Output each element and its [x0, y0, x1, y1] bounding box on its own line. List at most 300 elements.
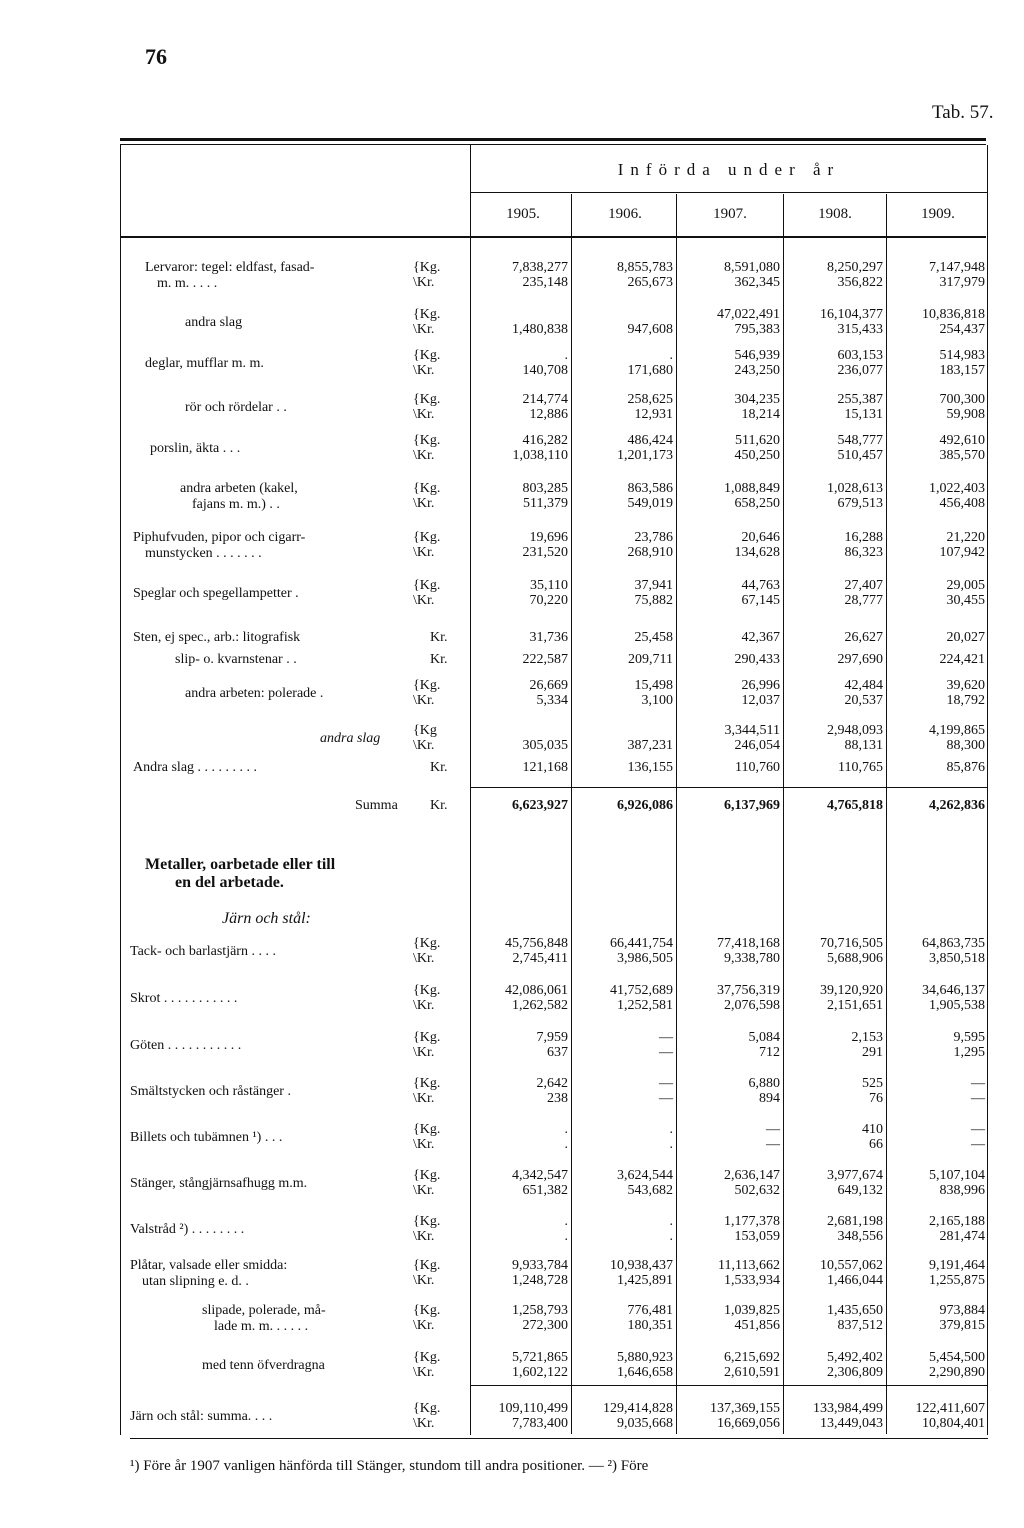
cell-kg: — — [766, 1122, 780, 1137]
summa-rule — [470, 787, 988, 788]
cell-kg: 525 — [862, 1076, 883, 1091]
cell-kg: 2,636,147 — [724, 1168, 780, 1183]
unit-kr: \Kr. — [413, 1365, 435, 1380]
cell-kg: 47,022,491 — [717, 307, 780, 322]
unit-kr: \Kr. — [413, 998, 435, 1013]
cell-kg: 15,498 — [634, 678, 673, 693]
cell-kr: 246,054 — [734, 738, 780, 753]
cell-kr: 4,765,818 — [827, 798, 883, 813]
cell-kr: 28,777 — [844, 593, 883, 608]
cell-kr: 637 — [547, 1045, 568, 1060]
cell-kr: 18,214 — [741, 407, 780, 422]
cell-kr: 67,145 — [741, 593, 780, 608]
unit-kr: \Kr. — [413, 363, 435, 378]
unit-kg: {Kg. — [413, 348, 441, 363]
cell-kr: 12,886 — [529, 407, 568, 422]
cell-kg: 9,595 — [953, 1030, 985, 1045]
cell-kg: 6,880 — [748, 1076, 780, 1091]
cell-kg: 19,696 — [529, 530, 568, 545]
section2-title-line2: en del arbetade. — [175, 874, 284, 891]
cell-kg: 21,220 — [946, 530, 985, 545]
cell-kr: 451,856 — [734, 1318, 780, 1333]
row-label-line2: munstycken . . . . . . . — [145, 546, 262, 561]
cell-kr: 2,745,411 — [512, 951, 568, 966]
unit-kr: \Kr. — [413, 275, 435, 290]
cell-kg: — — [971, 1076, 985, 1091]
table-reference: Tab. 57. — [932, 102, 994, 123]
cell-kr: 837,512 — [837, 1318, 883, 1333]
cell-kg: 70,716,505 — [820, 936, 883, 951]
unit-kr: \Kr. — [413, 1318, 435, 1333]
cell-kr: 2,306,809 — [827, 1365, 883, 1380]
cell-kr: 1,533,934 — [724, 1273, 780, 1288]
cell-kg: 39,620 — [946, 678, 985, 693]
cell-kr: — — [659, 1045, 673, 1060]
cell-kr: 70,220 — [529, 593, 568, 608]
unit-kg: {Kg. — [413, 983, 441, 998]
row-label: andra slag — [185, 315, 243, 330]
cell-kr: 356,822 — [837, 275, 883, 290]
unit-kr: \Kr. — [413, 1229, 435, 1244]
cell-kr: 183,157 — [939, 363, 985, 378]
cell-kr: 549,019 — [627, 496, 673, 511]
table-right-border — [987, 145, 988, 1435]
unit-kr: \Kr. — [413, 545, 435, 560]
unit-kg: {Kg. — [413, 307, 441, 322]
unit-kg: {Kg. — [413, 1122, 441, 1137]
unit-kg: {Kg. — [413, 936, 441, 951]
column-divider-1 — [571, 194, 572, 1434]
row-label: deglar, mufflar m. m. — [145, 356, 264, 371]
cell-kr: 88,131 — [844, 738, 883, 753]
cell-kg: 304,235 — [734, 392, 780, 407]
cell-kr: 59,908 — [946, 407, 985, 422]
unit-kg: {Kg. — [413, 1303, 441, 1318]
cell-kr: 2,290,890 — [929, 1365, 985, 1380]
cell-kr: 651,382 — [522, 1183, 568, 1198]
cell-kr: 649,132 — [837, 1183, 883, 1198]
cell-kr: 795,383 — [734, 322, 780, 337]
cell-kg: 6,215,692 — [724, 1350, 780, 1365]
cell-kg: 2,948,093 — [827, 723, 883, 738]
year-1907: 1907. — [713, 206, 747, 222]
cell-kg: — — [659, 1030, 673, 1045]
cell-kr: 121,168 — [522, 760, 568, 775]
unit-kg: {Kg. — [413, 1350, 441, 1365]
row-label-line2: fajans m. m.) . . — [192, 497, 280, 512]
cell-kg: 9,933,784 — [512, 1258, 568, 1273]
cell-kr: 456,408 — [939, 496, 985, 511]
row-label: Stänger, stångjärnsafhugg m.m. — [130, 1176, 308, 1191]
cell-kr: 265,673 — [627, 275, 673, 290]
cell-kg: 77,418,168 — [717, 936, 780, 951]
cell-kr: 134,628 — [734, 545, 780, 560]
cell-kr: 387,231 — [627, 738, 673, 753]
cell-kg: 1,258,793 — [512, 1303, 568, 1318]
header-rule — [470, 192, 988, 193]
cell-kr: 2,076,598 — [724, 998, 780, 1013]
cell-kg: 3,344,511 — [724, 723, 780, 738]
cell-kg: 511,620 — [735, 433, 780, 448]
cell-kg: 10,836,818 — [922, 307, 985, 322]
unit-kr: \Kr. — [413, 1045, 435, 1060]
cell-kr: 502,632 — [734, 1183, 780, 1198]
unit-kg: {Kg. — [413, 481, 441, 496]
table-left-border — [120, 145, 121, 1435]
cell-kg: 45,756,848 — [505, 936, 568, 951]
cell-kr: 894 — [759, 1091, 780, 1106]
cell-kr: 110,765 — [838, 760, 883, 775]
unit-kg: {Kg. — [413, 1258, 441, 1273]
cell-kg: 1,177,378 — [724, 1214, 780, 1229]
unit-kg: {Kg. — [413, 260, 441, 275]
cell-kg: 5,107,104 — [929, 1168, 985, 1183]
cell-kg: 26,996 — [741, 678, 780, 693]
cell-kr: 4,262,836 — [929, 798, 985, 813]
row-label: Järn och stål: summa. . . . — [130, 1409, 273, 1424]
cell-kr: 20,027 — [946, 630, 985, 645]
footnote: ¹) Före år 1907 vanligen hänförda till Stänger, stundom till andra positioner. — ²) Före — [130, 1458, 649, 1474]
cell-kr: 153,059 — [734, 1229, 780, 1244]
cell-kr: 209,711 — [628, 652, 673, 667]
cell-kr: 15,131 — [844, 407, 883, 422]
year-1909: 1909. — [921, 206, 955, 222]
unit-kr: \Kr. — [413, 1137, 435, 1152]
row-label: andra arbeten (kakel, — [180, 481, 298, 496]
cell-kr: 75,882 — [634, 593, 673, 608]
cell-kr: 254,437 — [939, 322, 985, 337]
cell-kg: 7,959 — [536, 1030, 568, 1045]
cell-kg: 8,250,297 — [827, 260, 883, 275]
unit-kg: {Kg. — [413, 578, 441, 593]
cell-kg: 64,863,735 — [922, 936, 985, 951]
cell-kr: 6,926,086 — [617, 798, 673, 813]
cell-kg: 5,492,402 — [827, 1350, 883, 1365]
cell-kg: 5,454,500 — [929, 1350, 985, 1365]
cell-kg: 16,104,377 — [820, 307, 883, 322]
unit-kg: {Kg. — [413, 678, 441, 693]
cell-kr: 317,979 — [939, 275, 985, 290]
cell-kr: 315,433 — [837, 322, 883, 337]
header-bottom-rule — [120, 236, 986, 238]
cell-kg: 700,300 — [939, 392, 985, 407]
cell-kg: 2,153 — [851, 1030, 883, 1045]
section2-title-line1: Metaller, oarbetade eller till — [145, 856, 336, 873]
cell-kg: 29,005 — [946, 578, 985, 593]
cell-kg: 35,110 — [530, 578, 568, 593]
cell-kg: 27,407 — [844, 578, 883, 593]
unit-kg: {Kg. — [413, 1030, 441, 1045]
cell-kr: 12,931 — [634, 407, 673, 422]
row-label: Skrot . . . . . . . . . . . — [130, 991, 238, 1006]
cell-kg: 492,610 — [939, 433, 985, 448]
cell-kg: 34,646,137 — [922, 983, 985, 998]
cell-kg: 2,681,198 — [827, 1214, 883, 1229]
cell-kr: 136,155 — [627, 760, 673, 775]
cell-kg: 10,938,437 — [610, 1258, 673, 1273]
cell-kg: — — [971, 1122, 985, 1137]
cell-kr: 6,137,969 — [724, 798, 780, 813]
cell-kr: 9,338,780 — [724, 951, 780, 966]
cell-kr: 3,986,505 — [617, 951, 673, 966]
cell-kr: 1,038,110 — [512, 448, 568, 463]
cell-kr: — — [971, 1137, 985, 1152]
cell-kg: . — [669, 348, 673, 363]
column-divider-4 — [886, 194, 887, 1434]
row-unit: Kr. — [430, 630, 448, 645]
cell-kr: 7,783,400 — [512, 1416, 568, 1431]
cell-kg: 133,984,499 — [813, 1401, 883, 1416]
cell-kg: 1,022,403 — [929, 481, 985, 496]
cell-kr: 25,458 — [634, 630, 673, 645]
row-label-line2: m. m. . . . . — [157, 276, 218, 291]
cell-kr: 16,669,056 — [717, 1416, 780, 1431]
row-unit: Kr. — [430, 798, 448, 813]
cell-kr: 243,250 — [734, 363, 780, 378]
cell-kg: 214,774 — [522, 392, 568, 407]
cell-kg: 410 — [862, 1122, 883, 1137]
cell-kr: 2,610,591 — [724, 1365, 780, 1380]
cell-kr: . — [669, 1137, 673, 1152]
cell-kr: 679,513 — [837, 496, 883, 511]
row-label: Summa — [355, 798, 398, 813]
row-label: Göten . . . . . . . . . . . — [130, 1038, 242, 1053]
unit-kr: \Kr. — [413, 322, 435, 337]
cell-kr: . — [669, 1229, 673, 1244]
cell-kg: 66,441,754 — [610, 936, 673, 951]
row-label: Sten, ej spec., arb.: litografisk — [133, 630, 301, 645]
footnote-rule — [130, 1438, 988, 1439]
cell-kg: 109,110,499 — [498, 1401, 568, 1416]
unit-kg: {Kg. — [413, 392, 441, 407]
cell-kg: 1,088,849 — [724, 481, 780, 496]
row-label: Speglar och spegellampetter . — [133, 586, 299, 601]
cell-kr: 1,466,044 — [827, 1273, 883, 1288]
cell-kg: . — [669, 1214, 673, 1229]
cell-kg: 8,591,080 — [724, 260, 780, 275]
cell-kg: 973,884 — [939, 1303, 985, 1318]
row-label: porslin, äkta . . . — [150, 441, 241, 456]
cell-kr: 1,262,582 — [512, 998, 568, 1013]
cell-kr: 1,295 — [953, 1045, 985, 1060]
cell-kg: 137,369,155 — [710, 1401, 780, 1416]
cell-kr: 30,455 — [946, 593, 985, 608]
cell-kr: 511,379 — [523, 496, 568, 511]
row-label: med tenn öfverdragna — [202, 1358, 325, 1373]
cell-kr: 107,942 — [939, 545, 985, 560]
unit-kr: \Kr. — [413, 1416, 435, 1431]
column-divider-3 — [783, 194, 784, 1434]
cell-kg: 3,977,674 — [827, 1168, 883, 1183]
cell-kg: 37,756,319 — [717, 983, 780, 998]
cell-kr: 42,367 — [741, 630, 780, 645]
cell-kg: 11,113,662 — [718, 1258, 780, 1273]
row-label: Lervaror: tegel: eldfast, fasad- — [145, 260, 315, 275]
cell-kg: 7,838,277 — [512, 260, 568, 275]
unit-kr: \Kr. — [413, 738, 435, 753]
cell-kr: 3,100 — [641, 693, 673, 708]
cell-kr: 450,250 — [734, 448, 780, 463]
row-label: slip- o. kvarnstenar . . — [175, 652, 297, 667]
unit-kg: {Kg. — [413, 433, 441, 448]
cell-kr: 362,345 — [734, 275, 780, 290]
cell-kg: 776,481 — [627, 1303, 673, 1318]
cell-kr: 2,151,651 — [827, 998, 883, 1013]
cell-kr: 222,587 — [522, 652, 568, 667]
cell-kg: 803,285 — [522, 481, 568, 496]
unit-kr: \Kr. — [413, 951, 435, 966]
row-label: slipade, polerade, må- — [202, 1303, 326, 1318]
cell-kg: 548,777 — [837, 433, 883, 448]
row-label: rör och rördelar . . — [185, 400, 287, 415]
cell-kr: 20,537 — [844, 693, 883, 708]
unit-kg: {Kg. — [413, 1401, 441, 1416]
cell-kg: 42,086,061 — [505, 983, 568, 998]
row-unit: Kr. — [430, 760, 448, 775]
cell-kr: 5,334 — [536, 693, 568, 708]
top-rule — [120, 138, 986, 141]
cell-kg: 603,153 — [837, 348, 883, 363]
cell-kg: 39,120,920 — [820, 983, 883, 998]
cell-kg: 10,557,062 — [820, 1258, 883, 1273]
unit-kr: \Kr. — [413, 496, 435, 511]
cell-kg: 4,199,865 — [929, 723, 985, 738]
cell-kr: 10,804,401 — [922, 1416, 985, 1431]
cell-kr: 12,037 — [741, 693, 780, 708]
cell-kg: 514,983 — [939, 348, 985, 363]
unit-kg: {Kg. — [413, 1168, 441, 1183]
cell-kr: 26,627 — [844, 630, 883, 645]
cell-kr: 18,792 — [946, 693, 985, 708]
page-number: 76 — [145, 44, 167, 69]
year-1908: 1908. — [818, 206, 852, 222]
total-rule — [470, 1385, 988, 1386]
row-label-line2: utan slipning e. d. . — [142, 1274, 249, 1289]
cell-kg: 546,939 — [734, 348, 780, 363]
cell-kr: 348,556 — [837, 1229, 883, 1244]
cell-kr: 268,910 — [627, 545, 673, 560]
cell-kr: 385,570 — [939, 448, 985, 463]
cell-kg: 122,411,607 — [915, 1401, 985, 1416]
row-label: Andra slag . . . . . . . . . — [133, 760, 258, 775]
cell-kr: 1,248,728 — [512, 1273, 568, 1288]
row-label: Smältstycken och råstänger . — [130, 1084, 291, 1099]
cell-kg: 4,342,547 — [512, 1168, 568, 1183]
cell-kg: 1,039,825 — [724, 1303, 780, 1318]
cell-kr: 85,876 — [946, 760, 985, 775]
cell-kg: 5,084 — [748, 1030, 780, 1045]
year-1905: 1905. — [506, 206, 540, 222]
row-label: andra arbeten: polerade . — [185, 686, 324, 701]
unit-kr: \Kr. — [413, 448, 435, 463]
cell-kr: 66 — [869, 1137, 883, 1152]
cell-kr: 297,690 — [837, 652, 883, 667]
header-title: Införda under år — [617, 160, 841, 179]
unit-kg: {Kg — [413, 723, 437, 738]
unit-kg: {Kg. — [413, 1076, 441, 1091]
cell-kr: — — [971, 1091, 985, 1106]
cell-kg: 8,855,783 — [617, 260, 673, 275]
unit-kr: \Kr. — [413, 1091, 435, 1106]
unit-kr: \Kr. — [413, 1183, 435, 1198]
cell-kr: 1,480,838 — [512, 322, 568, 337]
cell-kr: 236,077 — [837, 363, 883, 378]
cell-kg: 2,165,188 — [929, 1214, 985, 1229]
section2-subtitle: Järn och stål: — [222, 910, 311, 927]
cell-kr: 5,688,906 — [827, 951, 883, 966]
unit-kr: \Kr. — [413, 593, 435, 608]
cell-kr: 86,323 — [844, 545, 883, 560]
year-1906: 1906. — [608, 206, 642, 222]
cell-kg: 258,625 — [627, 392, 673, 407]
unit-kg: {Kg. — [413, 530, 441, 545]
cell-kr: — — [766, 1137, 780, 1152]
cell-kg: 863,586 — [627, 481, 673, 496]
row-label: andra slag — [320, 731, 381, 746]
cell-kg: 9,191,464 — [929, 1258, 985, 1273]
cell-kg: 486,424 — [627, 433, 673, 448]
cell-kr: . — [564, 1229, 568, 1244]
column-divider-2 — [676, 194, 677, 1434]
cell-kg: 26,669 — [529, 678, 568, 693]
cell-kr: 140,708 — [522, 363, 568, 378]
row-label: Plåtar, valsade eller smidda: — [130, 1258, 288, 1273]
cell-kg: 1,435,650 — [827, 1303, 883, 1318]
cell-kg: . — [669, 1122, 673, 1137]
unit-kr: \Kr. — [413, 693, 435, 708]
cell-kr: . — [564, 1137, 568, 1152]
cell-kg: 5,880,923 — [617, 1350, 673, 1365]
cell-kg: 16,288 — [844, 530, 883, 545]
cell-kr: 1,201,173 — [617, 448, 673, 463]
cell-kg: 44,763 — [741, 578, 780, 593]
cell-kr: 3,850,518 — [929, 951, 985, 966]
cell-kr: 238 — [547, 1091, 568, 1106]
top-rule-thin — [120, 144, 986, 145]
cell-kr: 224,421 — [939, 652, 985, 667]
cell-kg: . — [564, 1122, 568, 1137]
cell-kr: 180,351 — [627, 1318, 673, 1333]
cell-kg: 41,752,689 — [610, 983, 673, 998]
unit-kr: \Kr. — [413, 1273, 435, 1288]
cell-kr: 88,300 — [946, 738, 985, 753]
cell-kr: 712 — [759, 1045, 780, 1060]
row-label-line2: lade m. m. . . . . . — [214, 1319, 309, 1334]
cell-kr: 1,425,891 — [617, 1273, 673, 1288]
cell-kg: 5,721,865 — [512, 1350, 568, 1365]
cell-kr: 658,250 — [734, 496, 780, 511]
cell-kr: 6,623,927 — [512, 798, 568, 813]
cell-kr: 31,736 — [529, 630, 568, 645]
cell-kg: 129,414,828 — [603, 1401, 673, 1416]
cell-kr: 1,646,658 — [617, 1365, 673, 1380]
cell-kr: — — [659, 1091, 673, 1106]
row-label: Valstråd ²) . . . . . . . . — [130, 1222, 245, 1237]
cell-kr: 281,474 — [939, 1229, 985, 1244]
cell-kg: . — [564, 1214, 568, 1229]
cell-kr: 1,252,581 — [617, 998, 673, 1013]
unit-kg: {Kg. — [413, 1214, 441, 1229]
cell-kr: 1,905,538 — [929, 998, 985, 1013]
row-unit: Kr. — [430, 652, 448, 667]
row-label: Tack- och barlastjärn . . . . — [130, 944, 276, 959]
cell-kg: 23,786 — [634, 530, 673, 545]
unit-kr: \Kr. — [413, 407, 435, 422]
cell-kr: 171,680 — [627, 363, 673, 378]
cell-kr: 235,148 — [522, 275, 568, 290]
cell-kr: 231,520 — [522, 545, 568, 560]
cell-kr: 9,035,668 — [617, 1416, 673, 1431]
